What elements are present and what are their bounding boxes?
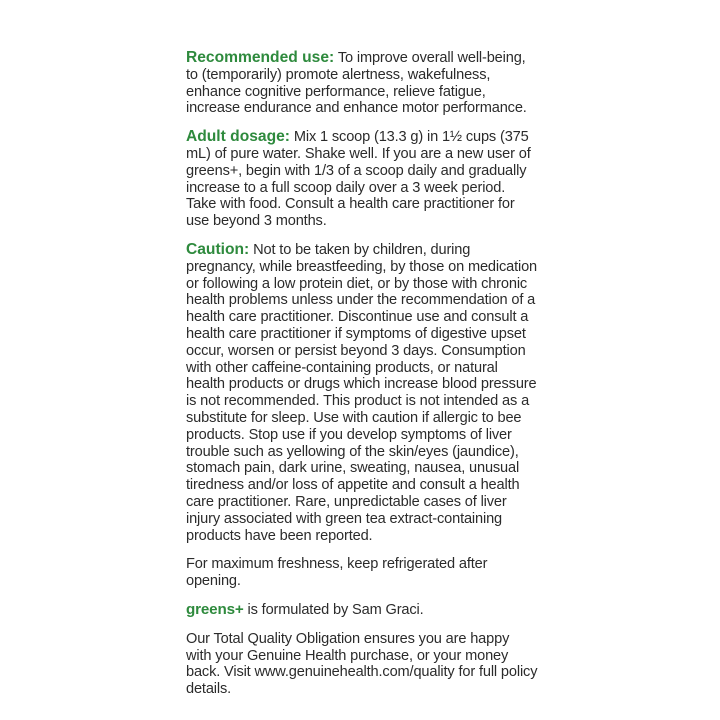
guarantee-section — [186, 631, 538, 698]
adult-dosage-heading: Adult dosage: — [186, 128, 290, 146]
adult-dosage-text: Mix 1 scoop (13.3 g) in 1½ cups (375 mL) of pure water. Shake well. If you are a new user of greens+, begin with 1/3 of a scoop daily and gradually increase to a full scoop daily over a 3 week period. Take with food. Consult a health care practitioner for use beyond 3 months. — [186, 129, 531, 230]
caution-section — [186, 242, 538, 544]
adult-dosage-section — [186, 129, 538, 230]
recommended-use-text: To improve overall well-being, to (temporarily) promote alertness, wakefulness, enhance cognitive performance, relieve fatigue, increase endurance and enhance motor performance. — [186, 50, 527, 117]
storage-text: For maximum freshness, keep refrigerated after opening. — [186, 556, 488, 590]
brand-name: greens+ — [186, 600, 244, 618]
formulation-text: is formulated by Sam Graci. — [247, 601, 424, 618]
product-label-text — [186, 50, 538, 710]
caution-heading: Caution: — [186, 240, 250, 258]
guarantee-text: Our Total Quality Obligation ensures you are happy with your Genuine Health purchase, or your money back. Visit www.genuinehealth.com/quality for full policy details. — [186, 630, 538, 698]
recommended-use-section — [186, 50, 538, 117]
recommended-use-heading: Recommended use: — [186, 49, 335, 66]
caution-text: Not to be taken by children, during pregnancy, while breastfeeding, by those on medication or following a low protein diet, or by those with chronic health problems unless under the recommendation of a health care practitioner. Discontinue use and consult a health care practitioner if symptoms of digestive upset occur, worsen or persist beyond 3 days. Consumption with other caffeine-containing products, or natural health products or drugs which increase blood pressure is not recommended. This product is not intended as a substitute for sleep. Use with caution if allergic to bee products. Stop use if you develop symptoms of liver trouble such as yellowing of the skin/eyes (jaundice), stomach pain, dark urine, sweating, nausea, unusual tiredness and/or loss of appetite and consult a health care practitioner. Rare, unpredictable cases of liver injury associated with green tea extract-containing products have been reported. — [186, 241, 538, 544]
storage-section — [186, 556, 538, 590]
formulation-section — [186, 602, 538, 619]
